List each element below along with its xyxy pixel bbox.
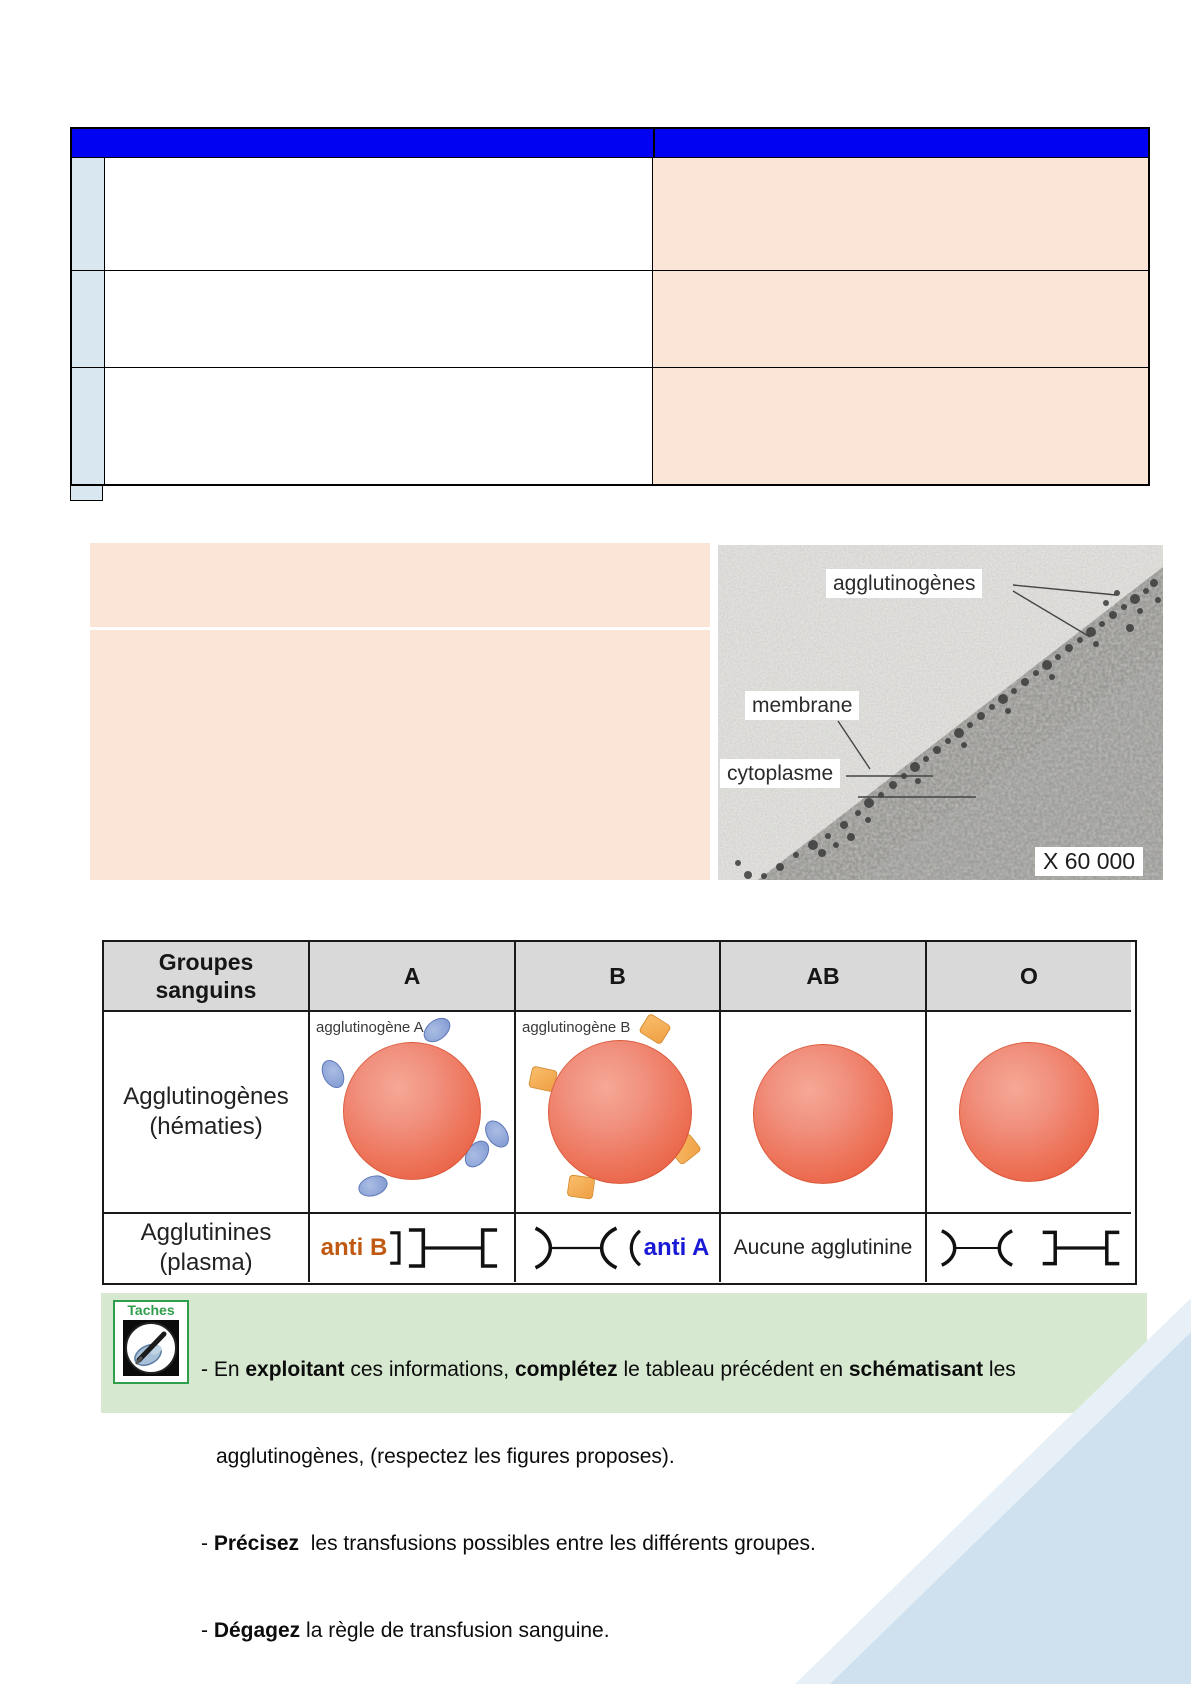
header-groupes-line1: Groupes bbox=[158, 949, 254, 975]
blood-groups-table bbox=[102, 940, 1137, 1285]
em-magnification-label: X 60 000 bbox=[1035, 847, 1143, 876]
anti-b-antibody-icon bbox=[1038, 1223, 1124, 1273]
agglutinogen-b-marker bbox=[638, 1013, 672, 1045]
cell-hematie-b bbox=[516, 1012, 721, 1214]
notes-table-row bbox=[72, 270, 1148, 367]
row2-label-line1: Agglutinines bbox=[140, 1219, 272, 1246]
anti-b-antibody-icon bbox=[403, 1221, 503, 1275]
writing-hand-icon bbox=[122, 1319, 180, 1377]
cell-agglutinine-b bbox=[516, 1214, 721, 1282]
notes-table-row bbox=[72, 367, 1148, 484]
notes-table bbox=[70, 127, 1150, 486]
header-groupes-sanguins bbox=[104, 942, 310, 1012]
anti-a-text: anti A bbox=[643, 1234, 710, 1261]
peach-block-divider bbox=[90, 627, 710, 630]
notes-table-header-left-cell bbox=[72, 129, 655, 157]
cell-agglutinine-ab bbox=[721, 1214, 927, 1282]
task-line-2: agglutinogènes, (respectez les figures proposes). bbox=[216, 1445, 675, 1468]
cell-hematie-o bbox=[927, 1012, 1131, 1214]
anti-b-text: anti B bbox=[320, 1234, 388, 1261]
red-blood-cell-ab bbox=[753, 1044, 893, 1184]
em-label-cytoplasme: cytoplasme bbox=[720, 759, 840, 788]
row-blank-cell bbox=[105, 271, 653, 367]
row-peach-cell bbox=[653, 271, 1148, 367]
notes-table-row bbox=[72, 157, 1148, 270]
anti-a-antibody-icon bbox=[526, 1221, 626, 1275]
red-blood-cell-o bbox=[959, 1042, 1099, 1182]
row-label-agglutinogenes bbox=[104, 1012, 310, 1214]
agglutinogene-a-label: agglutinogène A bbox=[316, 1019, 424, 1036]
taches-badge bbox=[113, 1300, 189, 1384]
em-label-membrane: membrane bbox=[745, 691, 859, 720]
row-peach-cell bbox=[653, 368, 1148, 484]
cell-hematie-a bbox=[310, 1012, 516, 1214]
row1-label-line2: (hématies) bbox=[149, 1113, 263, 1140]
row-label-agglutinines bbox=[104, 1214, 310, 1282]
cell-agglutinine-o bbox=[927, 1214, 1131, 1282]
row-blank-cell bbox=[105, 158, 653, 270]
em-label-agglutinogenes: agglutinogènes bbox=[826, 569, 982, 598]
header-group-ab: AB bbox=[721, 942, 927, 1012]
row-tag-cell bbox=[72, 158, 105, 270]
header-group-o: O bbox=[927, 942, 1131, 1012]
agglutinogen-a-marker bbox=[356, 1172, 391, 1200]
row-tag-cell bbox=[72, 368, 105, 484]
taches-badge-title: Taches bbox=[127, 1302, 175, 1318]
agglutinogen-a-marker bbox=[419, 1013, 455, 1047]
tasks-box bbox=[101, 1293, 1147, 1642]
notes-table-stub-cell bbox=[70, 486, 103, 501]
header-group-b: B bbox=[516, 942, 721, 1012]
row2-label-line2: (plasma) bbox=[159, 1249, 253, 1276]
small-bracket-icon bbox=[387, 1225, 403, 1271]
row-peach-cell bbox=[653, 158, 1148, 270]
peach-text-block bbox=[90, 543, 710, 880]
red-blood-cell-b bbox=[548, 1040, 692, 1184]
cell-hematie-ab bbox=[721, 1012, 927, 1214]
row-tag-cell bbox=[72, 271, 105, 367]
small-paren-icon bbox=[626, 1225, 644, 1271]
anti-a-antibody-icon bbox=[934, 1223, 1020, 1273]
cell-agglutinine-a bbox=[310, 1214, 516, 1282]
task-line-3: - Précisez les transfusions possibles entre les différents groupes. bbox=[201, 1532, 816, 1555]
row-blank-cell bbox=[105, 368, 653, 484]
row1-label-line1: Agglutinogènes bbox=[123, 1083, 289, 1110]
task-line-1: - En exploitant ces informations, complétez le tableau précédent en schématisant les bbox=[201, 1358, 1016, 1381]
no-agglutinin-text: Aucune agglutinine bbox=[733, 1236, 913, 1259]
agglutinogen-a-marker bbox=[317, 1056, 349, 1092]
agglutinogene-b-label: agglutinogène B bbox=[522, 1019, 631, 1036]
header-group-a: A bbox=[310, 942, 516, 1012]
red-blood-cell-a bbox=[343, 1042, 481, 1180]
notes-table-header-row bbox=[72, 129, 1148, 157]
task-line-4: - Dégagez la règle de transfusion sanguine. bbox=[201, 1619, 610, 1642]
electron-micrograph bbox=[718, 545, 1163, 880]
header-groupes-line2: sanguins bbox=[155, 977, 257, 1003]
notes-table-header-right-cell bbox=[655, 129, 1148, 157]
